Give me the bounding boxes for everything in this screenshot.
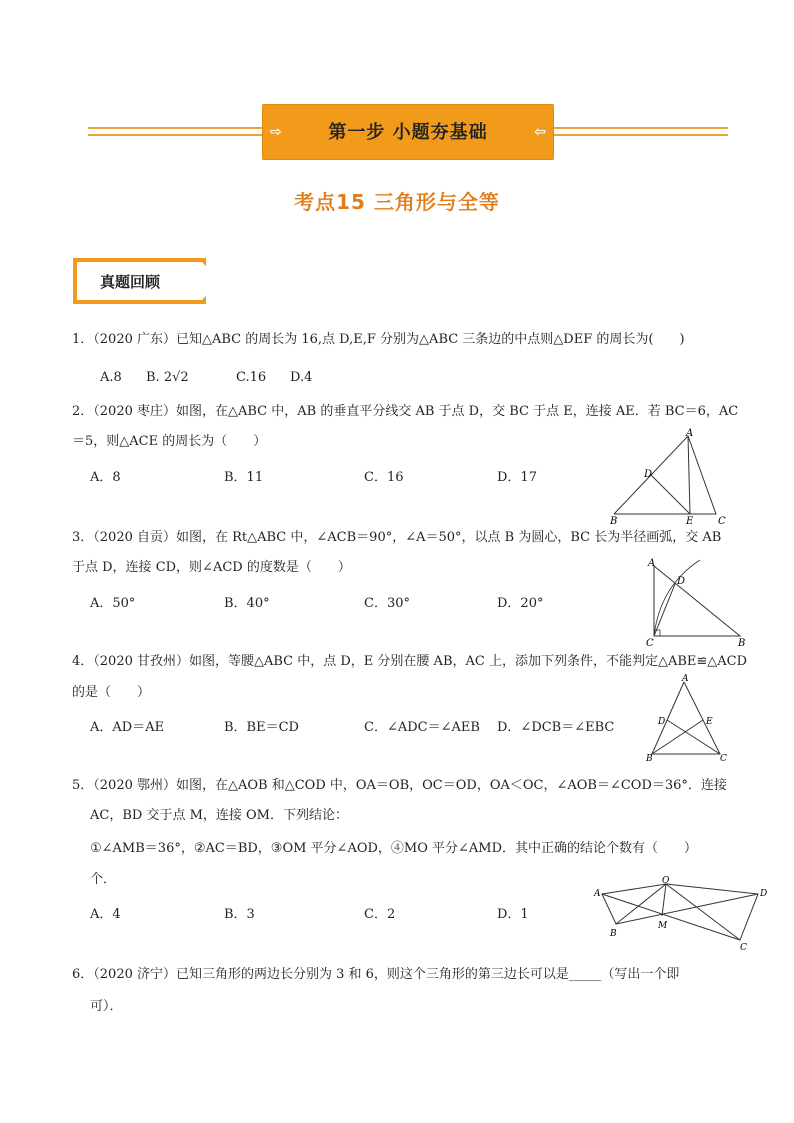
q4-option-c: C．∠ADC＝∠AEB xyxy=(364,720,480,735)
banner-line-left-top xyxy=(88,127,262,129)
q5-option-a: A．4 xyxy=(90,907,121,922)
q4-label-d: D xyxy=(658,717,666,727)
q3-label-a: A xyxy=(648,558,656,569)
step-banner xyxy=(262,104,554,160)
question-1-text: 1．（2020 广东）已知△ABC 的周长为 16,点 D,E,F 分别为△ABC 三条边的中点则△DEF 的周长为( ) xyxy=(72,332,685,347)
question-2-line-1: 2．（2020 枣庄）如图，在△ABC 中，AB 的垂直平分线交 AB 于点 D，交 BC 于点 E，连接 AE．若 BC＝6，AC xyxy=(72,404,739,419)
q5-label-d: D xyxy=(760,889,768,899)
q4-label-a: A xyxy=(682,674,689,684)
q2-option-b: B．11 xyxy=(224,470,264,485)
q2-label-b: B xyxy=(610,516,618,527)
q4-label-b: B xyxy=(646,754,653,762)
question-5-line-3: ①∠AMB＝36°，②AC＝BD，③OM 平分∠AOD，④MO 平分∠AMD．其中正确的结论个数有（ ） xyxy=(90,841,698,856)
question-2-line-2: ＝5，则△ACE 的周长为（ ） xyxy=(72,434,267,449)
question-3-line-1: 3．（2020 自贡）如图，在 Rt△ABC 中，∠ACB＝90°，∠A＝50°，以点 B 为圆心，BC 长为半径画弧，交 AB xyxy=(72,530,722,545)
question-6-line-2: 可）． xyxy=(90,999,123,1014)
q3-option-a: A．50° xyxy=(90,596,136,611)
q3-label-b: B xyxy=(738,638,746,649)
banner-title: 第一步 小题夯基础 xyxy=(328,122,488,143)
arrow-right-icon: ⇨ xyxy=(270,124,282,140)
q4-label-e: E xyxy=(706,717,713,727)
question-5-line-2: AC，BD 交于点 M，连接 OM．下列结论： xyxy=(90,808,348,823)
section-tab xyxy=(72,257,206,305)
q5-option-d: D．1 xyxy=(497,907,529,922)
q2-option-d: D．17 xyxy=(497,470,537,485)
q2-option-a: A．8 xyxy=(90,470,121,485)
q2-label-a: A xyxy=(686,428,694,439)
q1-option-c: C.16 xyxy=(236,370,267,385)
q4-option-a: A．AD＝AE xyxy=(90,720,165,735)
q3-figure xyxy=(640,556,755,651)
q3-option-b: B．40° xyxy=(224,596,270,611)
q1-option-d: D.4 xyxy=(290,370,313,385)
question-4-line-2: 的是（ ） xyxy=(72,685,151,700)
q2-label-e: E xyxy=(686,516,694,527)
q1-option-a: A.8 xyxy=(100,370,122,385)
q5-label-c: C xyxy=(740,943,747,953)
q2-label-d: D xyxy=(644,469,653,480)
section-label: 真题回顾 xyxy=(100,273,161,291)
question-5-line-4: 个． xyxy=(90,872,117,887)
question-3-line-2: 于点 D，连接 CD，则∠ACD 的度数是（ ） xyxy=(72,560,351,575)
q5-option-c: C．2 xyxy=(364,907,396,922)
banner-line-right-top xyxy=(554,127,728,129)
arrow-left-icon: ⇦ xyxy=(534,124,546,140)
q2-figure xyxy=(604,428,744,528)
q4-label-c: C xyxy=(720,754,727,762)
q5-label-b: B xyxy=(610,929,617,939)
q1-option-b: B. 2√2 xyxy=(146,370,189,385)
q2-label-c: C xyxy=(718,516,726,527)
question-4-line-1: 4．（2020 甘孜州）如图，等腰△ABC 中，点 D，E 分别在腰 AB，AC 上，添加下列条件，不能判定△ABE≌△ACD xyxy=(72,654,748,669)
question-6-line-1: 6．（2020 济宁）已知三角形的两边长分别为 3 和 6，则这个三角形的第三边长可以是_____（写出一个即 xyxy=(72,967,680,982)
q3-option-d: D．20° xyxy=(497,596,544,611)
topic-title: 考点15 三角形与全等 xyxy=(294,190,500,214)
q4-option-d: D．∠DCB＝∠EBC xyxy=(497,720,615,735)
q5-label-a: A xyxy=(594,889,601,899)
q3-option-c: C．30° xyxy=(364,596,410,611)
banner-line-left-bottom xyxy=(88,134,262,136)
q3-label-c: C xyxy=(646,638,654,649)
q4-option-b: B．BE＝CD xyxy=(224,720,299,735)
q5-figure xyxy=(590,874,780,954)
q3-label-d: D xyxy=(677,576,686,587)
question-5-line-1: 5．（2020 鄂州）如图，在△AOB 和△COD 中，OA＝OB，OC＝OD，OA＜OC，∠AOB＝∠COD＝36°．连接 xyxy=(72,778,727,793)
q5-label-o: O xyxy=(662,876,670,886)
q5-option-b: B．3 xyxy=(224,907,255,922)
q5-label-m: M xyxy=(658,921,668,931)
q2-option-c: C．16 xyxy=(364,470,404,485)
q4-figure xyxy=(644,672,734,762)
banner-line-right-bottom xyxy=(554,134,728,136)
